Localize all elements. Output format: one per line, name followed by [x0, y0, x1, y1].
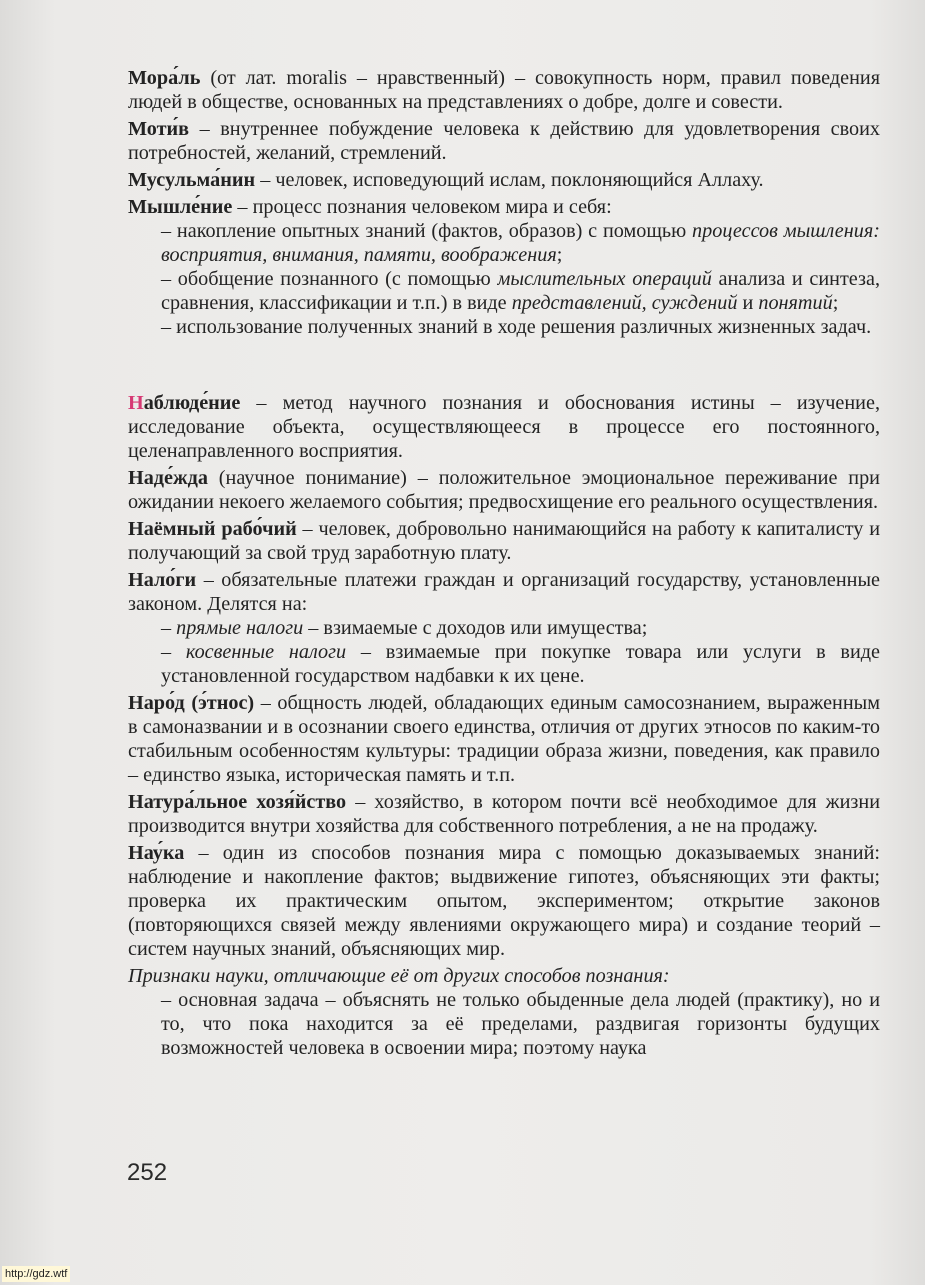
glossary-text [128, 66, 880, 1060]
entry-naemny-rabochy [128, 517, 880, 565]
italic-text: понятий [758, 292, 833, 314]
text: ; [832, 292, 839, 314]
entry-narod [128, 691, 880, 787]
definition: – общность людей, обладающих единым самосознанием, выраженным в самоназвании и в осознании своего единства, отличия от других этносов по каким-то стабильным особенностям культуры: традиции образа жизни, поведения, как правило – единство языка, историческая память и т.п. [128, 692, 880, 786]
italic-text: мыслительных операций [497, 268, 712, 290]
term: Мусульма́нин [128, 169, 256, 191]
text: анализа и синтеза, сравнения, классификации и т.п.) в виде [161, 268, 880, 314]
text: – взимаемые при покупке товара или услуги в виде установленной государством надбавки к их цене. [161, 641, 880, 687]
term: Мышле́ние [128, 196, 233, 218]
section-letter: Н [128, 392, 144, 414]
entry-nabludenie [128, 391, 880, 463]
watermark-link[interactable]: http://gdz.wtf [2, 1266, 70, 1282]
thinking-item-3: – использование полученных знаний в ходе решения различных жизненных задач. [161, 316, 872, 338]
entry-motiv [128, 117, 880, 165]
definition: (научное понимание) – положительное эмоциональное переживание при ожидании некоего желаемого события; предвосхищение его реального осуществления. [128, 467, 880, 513]
entry-naturalnoe-hozyaistvo [128, 790, 880, 838]
text: – накопление опытных знаний (фактов, образов) с помощью [161, 220, 693, 242]
thinking-item-2 [161, 267, 880, 315]
entry-myshlenie [128, 195, 880, 219]
definition: – человек, исповедующий ислам, поклоняющийся Аллаху. [255, 169, 764, 191]
term: Наро́д (э́тнос) [128, 692, 255, 714]
page-number: 252 [127, 1159, 168, 1186]
definition: (от лат. moralis – нравственный) – совокупность норм, правил поведения людей в обществе, основанных на представлениях о добре, долге и совести. [128, 67, 880, 113]
term: Моти́в [128, 118, 190, 140]
term: Наде́жда [128, 467, 208, 489]
term: Нау́ка [128, 842, 185, 864]
text: – обобщение познанного (с помощью [161, 268, 498, 290]
definition: – хозяйство, в котором почти всё необходимое для жизни производится внутри хозяйства для собственного потребления, а не на продажу. [128, 791, 880, 837]
text: – взимаемые с доходов или имущества; [303, 617, 648, 639]
definition: – один из способов познания мира с помощью доказываемых знаний: наблюдение и накопление фактов; выдвижение гипотез, объясняющих эти факты; проверка их практическим опытом, экспериментом; открытие законов (повторяющихся связей между явлениями окружающего мира) и создание теорий – систем научных знаний, объясняющих мир. [128, 842, 880, 960]
definition: – метод научного познания и обоснования истины – изучение, исследование объекта, осуществляющееся в процессе его постоянного, целенаправленного восприятия. [128, 392, 880, 462]
term: Натура́льное хозя́йство [128, 791, 347, 813]
italic-text: процессов мышления: восприятия, внимания, памяти, воображения [161, 220, 880, 266]
definition: – обязательные платежи граждан и организаций государству, установленные законом. Делятся на: [128, 569, 880, 615]
italic-text: – прямые налоги [161, 617, 304, 639]
term [128, 392, 240, 414]
italic-text: представлений, суждений [511, 292, 738, 314]
italic-text: – косвенные налоги [161, 641, 347, 663]
entry-musulmanin [128, 168, 880, 192]
science-features-intro: Признаки науки, отличающие её от других способов познания: [128, 965, 670, 987]
science-feature-1: – основная задача – объяснять не только обыденные дела людей (практику), но и то, что пока находится за её пределами, раздвигая горизонты будущих возможностей человека в освоении мира; поэтому наука [161, 989, 880, 1059]
text: ; [556, 244, 563, 266]
definition: – процесс познания человеком мира и себя: [232, 196, 612, 218]
thinking-item-1 [161, 219, 880, 267]
section-gap [128, 339, 880, 391]
entry-moral [128, 66, 880, 114]
entry-nauka [128, 841, 880, 961]
term: Наёмный рабо́чий [128, 518, 297, 540]
tax-indirect [161, 640, 880, 688]
definition: – человек, добровольно нанимающийся на работу к капиталисту и получающий за свой труд заработную плату. [128, 518, 880, 564]
term: Нало́ги [128, 569, 197, 591]
term-rest: аблюде́ние [143, 392, 241, 414]
entry-nadezhda [128, 466, 880, 514]
term: Мора́ль [128, 67, 201, 89]
tax-direct [161, 616, 880, 640]
definition: – внутреннее побуждение человека к действию для удовлетворения своих потребностей, желаний, стремлений. [128, 118, 880, 164]
entry-nalogi [128, 568, 880, 616]
text: и [737, 292, 759, 314]
